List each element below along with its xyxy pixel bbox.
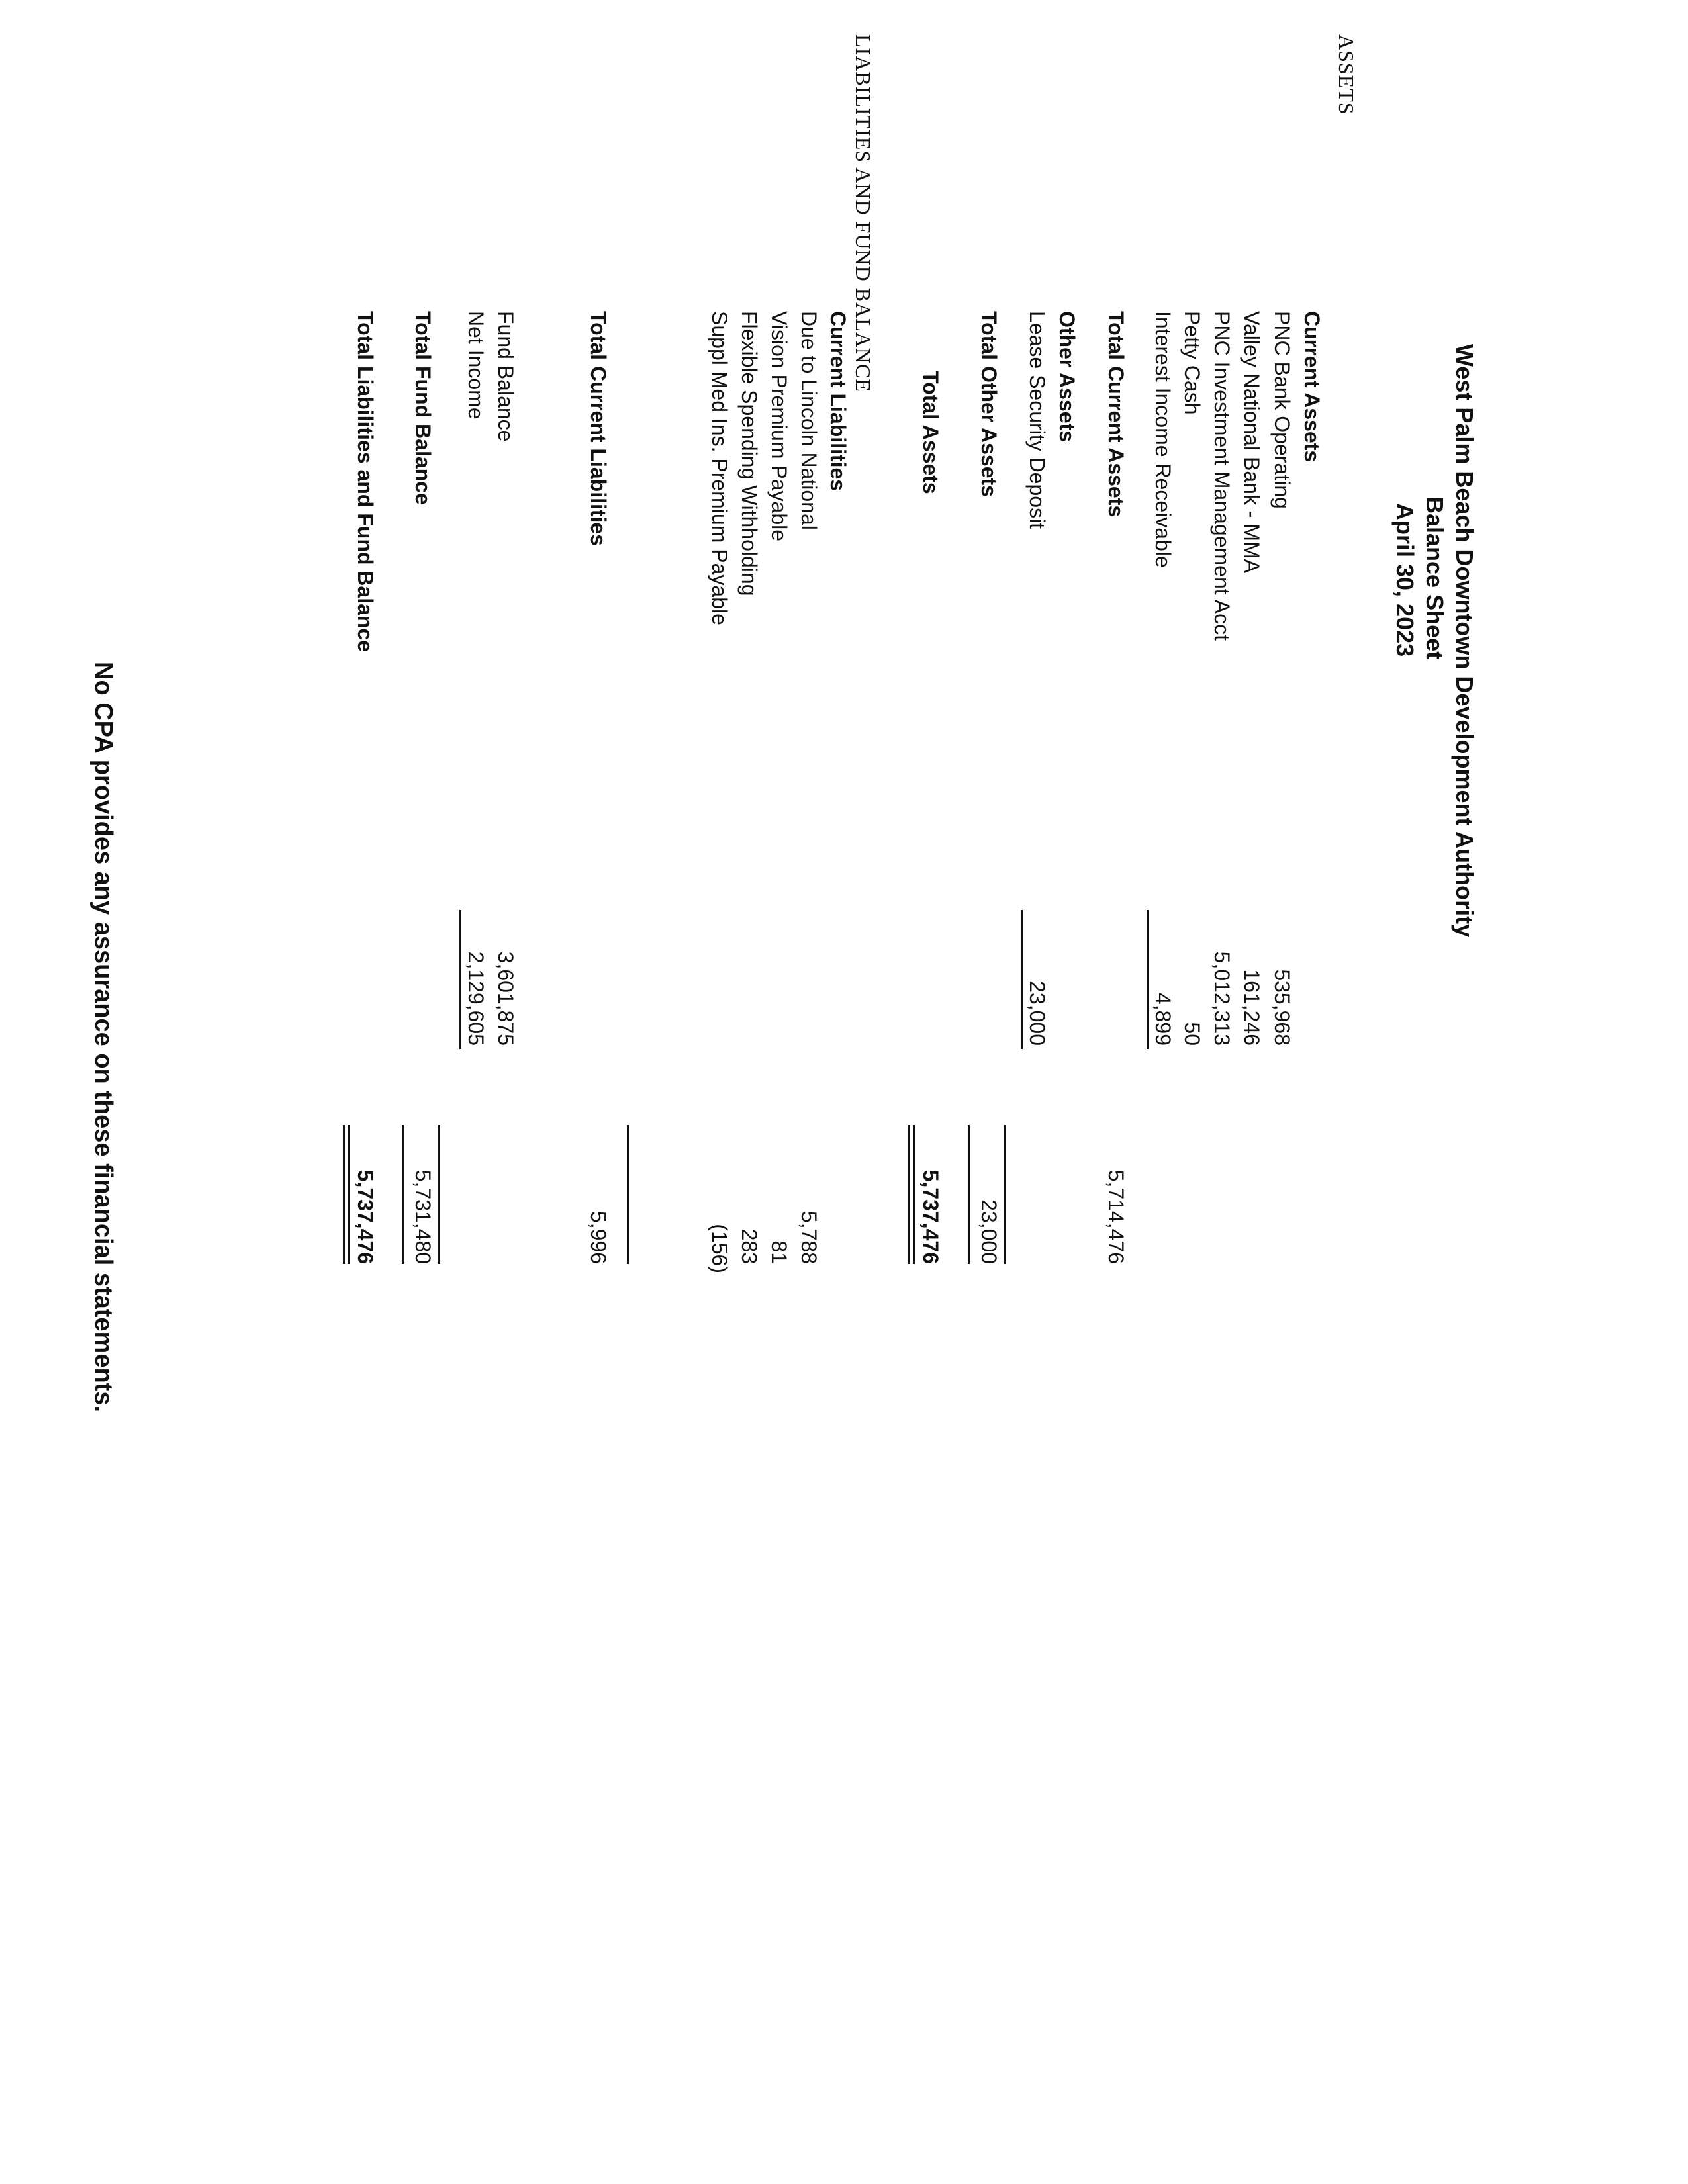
liability-label-flexible-spending: Flexible Spending Withholding xyxy=(737,311,761,596)
asset-value-valley-mma: 161,246 xyxy=(1240,969,1264,1046)
liability-value-flexible-spending: 283 xyxy=(737,1228,761,1264)
asset-value-lease-deposit: 23,000 xyxy=(1025,981,1049,1046)
total-other-assets-value: 23,000 xyxy=(977,1199,1001,1264)
total-assets-value: 5,737,476 xyxy=(919,1169,943,1264)
fund-balance-label: Fund Balance xyxy=(494,311,518,442)
total-liabilities-fund-balance-label: Total Liabilities and Fund Balance xyxy=(353,311,377,653)
current-assets-subtotal-rule xyxy=(1147,910,1149,1049)
asset-value-pnc-investment: 5,012,313 xyxy=(1210,951,1234,1046)
total-other-assets-label: Total Other Assets xyxy=(977,311,1001,497)
asset-label-interest-receivable: Interest Income Receivable xyxy=(1151,311,1175,568)
fund-balance-total-top-rule xyxy=(438,1125,440,1264)
liability-value-vision: 81 xyxy=(767,1240,791,1264)
other-assets-subtotal-rule xyxy=(1021,910,1023,1049)
liability-label-lincoln: Due to Lincoln National xyxy=(797,311,821,530)
asset-label-petty-cash: Petty Cash xyxy=(1180,311,1204,415)
total-fund-balance-value: 5,731,480 xyxy=(411,1169,435,1264)
asset-value-petty-cash: 50 xyxy=(1180,1022,1204,1046)
total-assets-label: Total Assets xyxy=(919,371,943,494)
footer-disclaimer: No CPA provides any assurance on these financial statements. xyxy=(89,662,117,1413)
net-income-value: 2,129,605 xyxy=(464,951,488,1046)
liability-value-lincoln: 5,788 xyxy=(797,1210,821,1264)
report-date: April 30, 2023 xyxy=(1391,503,1419,657)
total-assets-top-rule xyxy=(968,1125,970,1264)
fund-balance-value: 3,601,875 xyxy=(494,951,518,1046)
current-assets-heading: Current Assets xyxy=(1300,311,1324,463)
total-liabilities-fund-balance-value: 5,737,476 xyxy=(353,1169,377,1264)
total-current-assets-label: Total Current Assets xyxy=(1104,311,1128,518)
asset-value-interest-receivable: 4,899 xyxy=(1151,992,1175,1046)
total-assets-double-rule xyxy=(908,1125,915,1264)
net-income-label: Net Income xyxy=(464,311,488,420)
liability-value-suppl-med: (156) xyxy=(708,1224,731,1273)
total-liabilities-top-rule xyxy=(402,1125,404,1264)
current-liabilities-subtotal-rule xyxy=(627,1125,629,1264)
asset-value-pnc-operating: 535,968 xyxy=(1270,969,1294,1046)
asset-label-valley-mma: Valley National Bank - MMA xyxy=(1240,311,1264,573)
total-current-liabilities-value: 5,996 xyxy=(586,1210,610,1264)
assets-section-label: ASSETS xyxy=(1335,34,1358,115)
asset-label-lease-deposit: Lease Security Deposit xyxy=(1025,311,1049,529)
liability-label-suppl-med: Suppl Med Ins. Premium Payable xyxy=(708,311,731,625)
org-title: West Palm Beach Downtown Development Authority xyxy=(1451,344,1478,938)
asset-label-pnc-investment: PNC Investment Management Acct xyxy=(1210,311,1234,641)
other-assets-total-top-rule xyxy=(1004,1125,1006,1264)
current-liabilities-heading: Current Liabilities xyxy=(826,311,850,492)
liability-label-vision: Vision Premium Payable xyxy=(767,311,791,542)
total-current-assets-value: 5,714,476 xyxy=(1104,1169,1128,1264)
other-assets-heading: Other Assets xyxy=(1055,311,1079,442)
asset-label-pnc-operating: PNC Bank Operating xyxy=(1270,311,1294,509)
total-current-liabilities-label: Total Current Liabilities xyxy=(586,311,610,546)
report-title: Balance Sheet xyxy=(1421,496,1448,660)
total-fund-balance-label: Total Fund Balance xyxy=(411,311,435,505)
liabilities-section-label: LIABILITIES AND FUND BALANCE xyxy=(851,34,875,392)
fund-balance-subtotal-rule xyxy=(459,910,461,1049)
total-liabilities-double-rule xyxy=(343,1125,350,1264)
